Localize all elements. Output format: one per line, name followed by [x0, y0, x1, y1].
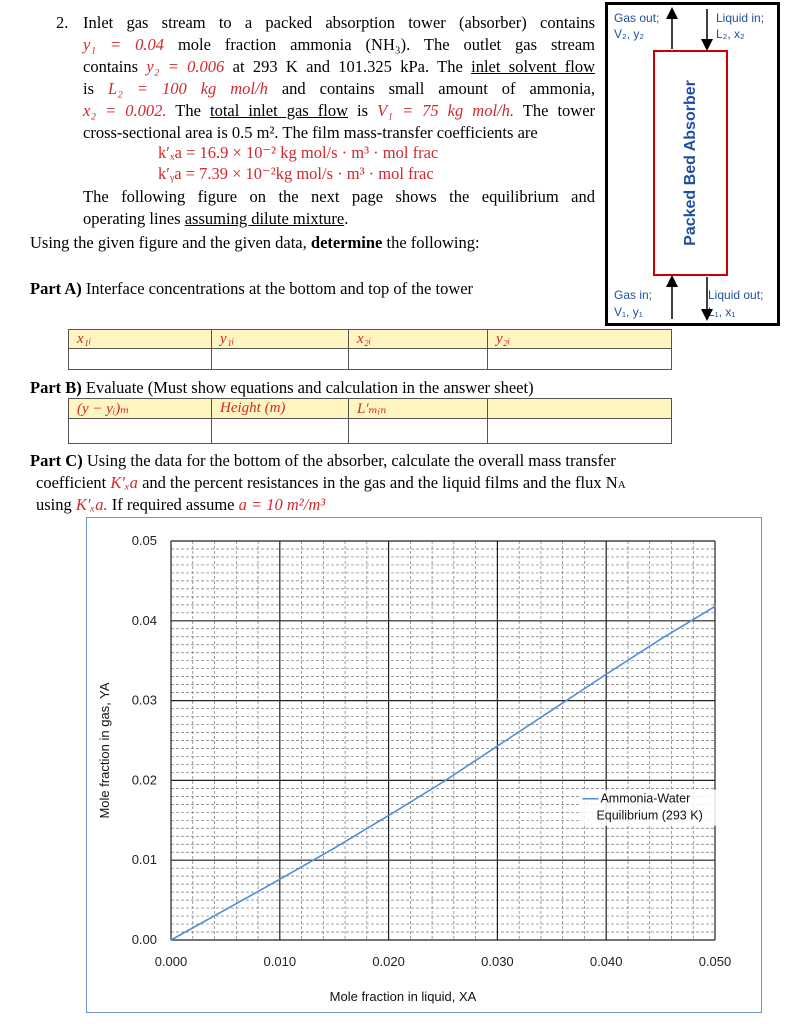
contains-word: contains	[83, 57, 138, 76]
data-point	[497, 745, 499, 747]
part-c-line-3	[36, 494, 325, 516]
answer-cell[interactable]	[488, 349, 672, 370]
problem-line1-text: Inlet gas stream to a packed absorption tower (absorber) contains	[83, 13, 595, 32]
problem-line-4	[83, 78, 595, 100]
data-point	[660, 638, 662, 640]
y-tick-label: 0.02	[131, 772, 157, 788]
data-point	[170, 939, 172, 941]
x-tick-label: 0.020	[372, 954, 405, 969]
header-lmin: L′ₘᵢₙ	[349, 399, 488, 419]
problem-line4-text: and contains small amount of ammonia,	[281, 79, 596, 98]
data-point	[442, 781, 444, 783]
a-value: a = 10 m²/m³	[238, 495, 326, 514]
part-b-table	[68, 398, 672, 444]
part-b-heading	[30, 377, 534, 399]
part-b-text: Evaluate (Must show equations and calculation in the answer sheet)	[85, 378, 534, 397]
chart-frame	[86, 517, 762, 1013]
part-a-header-row	[69, 330, 672, 349]
liquid-out-label: Liquid out;	[708, 288, 764, 302]
problem-line-1	[83, 12, 595, 34]
is-word: is	[83, 79, 95, 98]
gas-in-label: Gas in;	[614, 288, 653, 302]
data-point	[388, 815, 390, 817]
part-c-text-3: and the percent resistances in the gas and the liquid films and the flux N	[142, 473, 618, 492]
the-word: The	[175, 101, 201, 120]
y1-value: y₁ = 0.04	[83, 35, 164, 54]
y-tick-label: 0.03	[131, 692, 157, 708]
answer-cell[interactable]	[349, 419, 488, 444]
problem-line-2	[83, 34, 595, 56]
determine-word: determine	[310, 233, 383, 252]
Kxa-symbol-2: K′ₓa.	[75, 495, 108, 514]
y-tick-label: 0.00	[131, 932, 157, 947]
problem-number: 2.	[56, 13, 69, 32]
problem-line2-text: mole fraction ammonia (NH₃). The outlet gas stream	[177, 35, 595, 54]
part-b-label: Part B)	[30, 378, 82, 397]
gas-in-vars: V₁, y₁	[614, 305, 643, 319]
part-a-heading	[30, 278, 473, 300]
absorber-diagram	[605, 2, 780, 326]
x-tick-label: 0.010	[263, 954, 297, 969]
x-axis-label: Mole fraction in liquid, XA	[329, 989, 477, 1004]
y-tick-label: 0.05	[131, 533, 157, 548]
flux-subscript: A	[617, 479, 626, 491]
problem-line-7	[83, 186, 595, 208]
answer-cell[interactable]	[212, 419, 349, 444]
header-y-yi-m: (y − yᵢ)ₘ	[69, 399, 212, 419]
header-y2i: y₂ᵢ	[488, 330, 672, 349]
part-c-line-2	[36, 472, 626, 496]
part-a-table	[68, 329, 672, 370]
x2-value: x₂ = 0.002.	[83, 101, 167, 120]
problem-line-5	[83, 100, 595, 122]
part-c-line-1	[30, 450, 616, 472]
instruction-text: Using the given figure and the given data,	[30, 233, 307, 252]
part-a-label: Part A)	[30, 279, 82, 298]
x-tick-label: 0.050	[698, 954, 732, 969]
is-word-2: is	[357, 101, 369, 120]
part-c-text-4: using	[36, 495, 72, 514]
V1-value: V₁ = 75 kg mol/h.	[377, 101, 514, 120]
kya-equation: k′ᵧa = 7.39 × 10⁻²kg mol/s · m³ · mol frac	[158, 164, 434, 183]
liquid-out-vars: L₁, x₁	[708, 305, 736, 319]
header-y1i: y₁ᵢ	[212, 330, 349, 349]
y2-value: y₂ = 0.006	[146, 57, 225, 76]
instruction-end: the following:	[386, 233, 480, 252]
problem-line3-text: at 293 K and 101.325 kPa. The	[232, 57, 463, 76]
L2-value: L₂ = 100 kg mol/h	[108, 79, 268, 98]
header-empty	[488, 399, 672, 419]
inlet-solvent-flow: inlet solvent flow	[471, 57, 596, 76]
figure-note: The following figure on the next page shows the equilibrium and	[83, 187, 595, 206]
y-tick-label: 0.01	[131, 852, 157, 868]
gas-out-vars: V₂, y₂	[614, 27, 644, 41]
period: .	[344, 209, 349, 228]
equilibrium-chart	[87, 518, 760, 1011]
tower-word: The tower	[522, 101, 596, 120]
liquid-in-label: Liquid in;	[716, 11, 765, 25]
legend-label: Ammonia-Water	[600, 791, 691, 806]
data-point	[225, 909, 227, 911]
x-tick-label: 0.040	[589, 954, 623, 969]
dilute-mixture-text: assuming dilute mixture	[184, 209, 345, 228]
liquid-in-vars: L₂, x₂	[716, 27, 745, 41]
data-point	[605, 673, 607, 675]
data-point	[551, 709, 553, 711]
part-c-text-5: If required assume	[111, 495, 235, 514]
total-inlet-gas-flow: total inlet gas flow	[209, 101, 348, 120]
problem-line-3	[83, 56, 595, 78]
problem-line-8	[83, 208, 348, 230]
part-c-text-1: Using the data for the bottom of the absorber, calculate the overall mass transfer	[86, 451, 616, 470]
operating-lines-text: operating lines	[83, 209, 181, 228]
part-b-header-row	[69, 399, 672, 419]
answer-cell[interactable]	[212, 349, 349, 370]
problem-line-9	[30, 232, 480, 254]
y-axis-label: Mole fraction in gas, YA	[97, 682, 112, 819]
answer-cell[interactable]	[69, 349, 212, 370]
Kxa-symbol: K′ₓa	[110, 473, 138, 492]
answer-cell[interactable]	[349, 349, 488, 370]
data-point	[714, 606, 716, 608]
gas-out-label: Gas out;	[614, 11, 660, 25]
header-x1i: x₁ᵢ	[69, 330, 212, 349]
equilibrium-line	[171, 606, 715, 940]
flow-arrows	[608, 5, 777, 323]
y-tick-label: 0.04	[131, 612, 157, 628]
x-tick-label: 0.030	[481, 954, 514, 969]
kxa-equation: k′ₓa = 16.9 × 10⁻² kg mol/s · m³ · mol frac	[158, 143, 439, 162]
column-label: Packed Bed Absorber	[681, 80, 699, 246]
part-c-text-2: coefficient	[36, 473, 107, 492]
part-c-label: Part C)	[30, 451, 83, 470]
part-a-text: Interface concentrations at the bottom and top of the tower	[85, 279, 474, 298]
legend-label: Equilibrium (293 K)	[596, 808, 703, 823]
problem-line-6: cross-sectional area is 0.5 m². The film mass-transfer coefficients are	[83, 123, 538, 142]
data-point	[333, 847, 335, 849]
data-point	[279, 879, 281, 881]
x-tick-label: 0.000	[154, 954, 188, 969]
part-b-answer-row	[69, 419, 672, 444]
header-height: Height (m)	[212, 399, 349, 419]
part-a-answer-row	[69, 349, 672, 370]
answer-cell[interactable]	[69, 419, 212, 444]
header-x2i: x₂ᵢ	[349, 330, 488, 349]
answer-cell[interactable]	[488, 419, 672, 444]
